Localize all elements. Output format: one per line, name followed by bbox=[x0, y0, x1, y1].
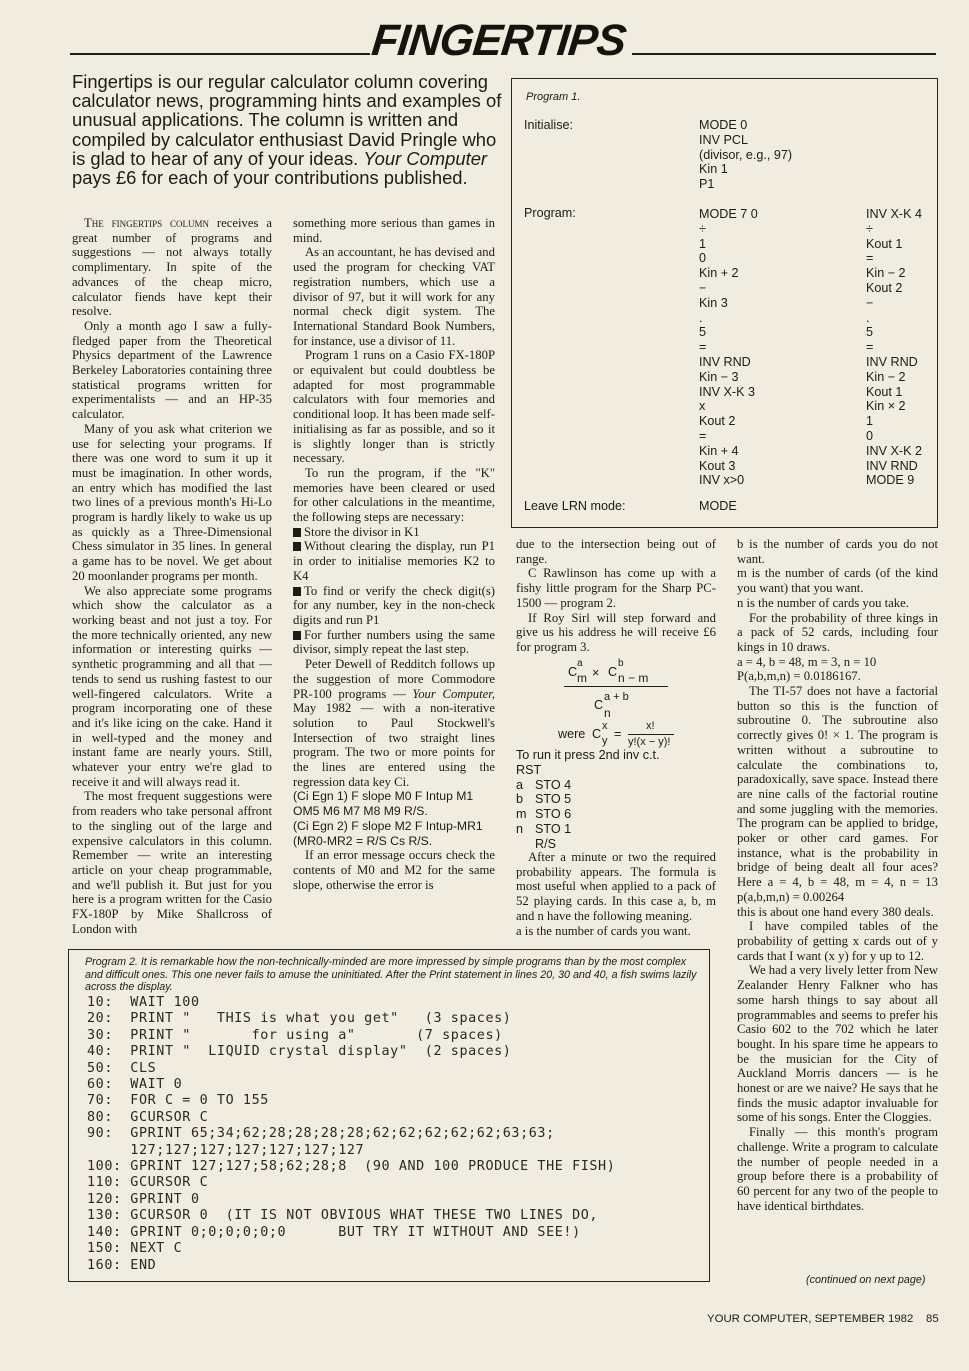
code-line: 30: PRINT " for using a" (7 spaces) bbox=[87, 1027, 503, 1043]
column-4-calc-2: P(a,b,m,n) = 0.0186167. bbox=[737, 669, 861, 684]
column-3-program-3 bbox=[516, 748, 718, 852]
program-step: 5 bbox=[866, 325, 874, 340]
column-3-paragraph-0: due to the intersection being out of range. bbox=[516, 537, 716, 566]
store-variable: b bbox=[516, 792, 524, 807]
program-step: INV RND bbox=[699, 354, 751, 369]
program-step: INV RND bbox=[866, 354, 918, 369]
program-step: 0 bbox=[699, 251, 707, 266]
store-variable: n bbox=[516, 821, 524, 836]
program-step: Kout 3 bbox=[699, 458, 736, 473]
program-1-title: Program 1. bbox=[526, 91, 581, 103]
program-step: Kin 1 bbox=[699, 162, 728, 177]
store-list bbox=[516, 778, 718, 852]
column-3 bbox=[516, 537, 716, 655]
program-step: 1 bbox=[866, 414, 874, 429]
column-1 bbox=[72, 216, 272, 936]
bullet-item: To find or verify the check digit(s) for any number, key in the non-check digits and run P1 bbox=[293, 583, 495, 627]
program-step: = bbox=[866, 340, 874, 355]
run-instruction: To run it press 2nd inv c.t. bbox=[516, 748, 660, 762]
program-step: 5 bbox=[699, 325, 707, 340]
program-2-box bbox=[68, 949, 710, 1282]
program-steps-column-b bbox=[866, 207, 922, 488]
definition-n: n is the number of cards you take. bbox=[737, 595, 909, 610]
column-2-paragraph-3: To run the program, if the "K" memories have been cleared or used for other calculations in the meantime, the following steps are necessary: bbox=[293, 465, 495, 525]
program-step: − bbox=[699, 280, 707, 295]
bullet-item: For further numbers using the same divisor, simply repeat the last step. bbox=[293, 627, 495, 657]
column-2-paragraph-1: As an accountant, he has devised and used the program for checking VAT registration numbers, which use a divisor of 97, but it will work for any normal check digit system. The International Standard Book Numbers, for instance, use a divisor of 11. bbox=[293, 245, 495, 348]
program-step: Kin − 2 bbox=[866, 266, 906, 281]
code-line: 40: PRINT " LIQUID crystal display" (2 spaces) bbox=[87, 1044, 512, 1060]
bullet-square-icon bbox=[293, 542, 301, 551]
code-line: 90: GPRINT 65;34;62;28;28;28;28;62;62;62;62;62;63;63; bbox=[87, 1126, 555, 1142]
bullet-item: Store the divisor in K1 bbox=[293, 525, 495, 540]
column-2: something more serious than games in mind. As an accountant, he has devised and used the program for checking VAT registration numbers, which use a divisor of 97, but it will work for any normal check digit system. The International Standard Book Numbers, for instance, use a divisor of 11. Program 1 runs on a Casio FX-180P or equivalent but could doubtless be adapted for most programmable calculators with four memories and conditional loop. It has been made self-initialising as far as possible, and so it is slightly longer than is strictly necessary. To run the program, if the "K" memories have been cleared or used for other calculations in the meantime, the following steps are necessary: Store the divisor in K1 Without clearing the display, run P1 in order to initialise memories K2 to K4 To find or verify the check digit(s) for any number, key in the non-check digits and run P1 For further numbers using the same divisor, simply repeat the last step. Peter Dewell of Redditch follows up the suggestion of more Commodore PR-100 programs — Your Computer, May 1982 — with a non-iterative solution to Paul Stockwell's Intersection of two straight lines program. The two or more points for the lines are entered using the regression data key Ci. (Ci Egn 1) F slope M0 F Intup M1 OM5 M6 M7 M8 M9 R/S. (Ci Egn 2) F slope M2 F Intup-MR1 (MR0-MR2 = R/S Cs R/S. If an error message occurs check the contents of M0 and M2 for the same slope, otherwise the error is bbox=[293, 216, 496, 892]
column-1-paragraph-2: Only a month ago I saw a fully-fledged paper from the Theoretical Physics department of the Lawrence Berkeley Laboratories containing three statistical programs written for experimentalists — and an HP-35 calculator. bbox=[72, 318, 272, 422]
store-operation: R/S bbox=[535, 836, 556, 851]
program-step: Kout 1 bbox=[866, 236, 903, 251]
column-opening-smallcaps: The fingertips column bbox=[84, 216, 210, 230]
program-step: = bbox=[866, 251, 874, 266]
code-line: 120: GPRINT 0 bbox=[87, 1191, 200, 1207]
bullet-square-icon bbox=[293, 528, 301, 537]
program-step: (divisor, e.g., 97) bbox=[699, 147, 793, 162]
program-step: INV X-K 4 bbox=[866, 207, 922, 221]
intro-magazine-name: Your Computer bbox=[363, 147, 488, 169]
rst-line: RST bbox=[516, 762, 542, 777]
store-operation: STO 5 bbox=[535, 792, 572, 807]
program-step: 1 bbox=[699, 236, 707, 251]
formula-were: were bbox=[558, 727, 586, 741]
program-label: Program: bbox=[524, 206, 576, 220]
formula-times: × bbox=[592, 666, 600, 680]
fraction-bar bbox=[564, 686, 668, 687]
column-4 bbox=[737, 537, 938, 1213]
program-step: INV RND bbox=[866, 458, 918, 473]
column-4-paragraph-1: For the probability of three kings in a pack of 52 cards, including four kings in 10 draws. bbox=[737, 610, 938, 654]
definition-b: b is the number of cards you do not want. bbox=[737, 537, 938, 566]
code-line: 60: WAIT 0 bbox=[87, 1077, 183, 1093]
store-row bbox=[516, 807, 718, 822]
column-1-paragraph-5: The most frequent suggestions were from readers who take personal affront to the singling out of the large and expensive calculators in this column. Remember — write an interesting article on your cheap programmable, and we'll publish it. But just for you here is a program written for the Casio FX-180P by Mike Shallcross of London with bbox=[72, 789, 272, 936]
column-4-paragraph-6: Finally — this month's program challenge. Write a program to calculate the number of people needed in a group before there is a probability of 60 percent for any two of the people to have identical birthdates. bbox=[737, 1125, 938, 1213]
probability-formula: C a m × C b n − m C a + b n were C x y = x! y!(x − y)! bbox=[516, 658, 716, 748]
column-3-paragraph-4: a is the number of cards you want. bbox=[516, 923, 691, 938]
program-step: INV x>0 bbox=[699, 473, 745, 488]
code-line: 50: CLS bbox=[87, 1060, 157, 1076]
column-4-paragraph-2: The TI-57 does not have a factorial button so this is the function of subroutine 0. The subroutine also correctly gives 0! × 1. The program is written without a subroutine to calculate the combinations to, paradoxically, save space. Instead there are nine calls of the factorial routine and some juggling with the memories. The program can be applied to bridge, poker or other card games. For instance, what is the probability in bridge of being dealt all four aces? Here a = 4, b = 48, m = 4, n = 13 p(a,b,m,n) = 0.00264 bbox=[737, 684, 938, 904]
column-4-paragraph-3: this is about one hand every 380 deals. bbox=[737, 904, 934, 919]
title-rule-right bbox=[632, 53, 936, 55]
program-step: − bbox=[866, 295, 874, 310]
store-operation: STO 1 bbox=[535, 821, 572, 836]
column-2-paragraph-2: Program 1 runs on a Casio FX-180P or equivalent but could doubtless be adapted for most programmable calculators with four memories and conditional loop. It has been made self-initialising as far as possible, and so it is slightly longer than is strictly necessary. bbox=[293, 348, 495, 466]
column-2-paragraph-5: If an error message occurs check the contents of M0 and M2 for the same slope, otherwise the error is bbox=[293, 848, 495, 892]
leave-lrn-step: MODE bbox=[699, 499, 737, 513]
program-step: P1 bbox=[699, 177, 715, 192]
program-step: INV X-K 2 bbox=[866, 443, 922, 458]
code-line: 110: GCURSOR C bbox=[87, 1175, 209, 1191]
store-row bbox=[516, 778, 718, 793]
program-step: Kin − 3 bbox=[699, 369, 739, 384]
program-step: Kin + 4 bbox=[699, 443, 739, 458]
column-4-paragraph-4: I have compiled tables of the probability of getting x cards out of y cards that I want (x y) for y up to 12. bbox=[737, 919, 938, 963]
program-step: . bbox=[699, 310, 703, 325]
program-step: 0 bbox=[866, 428, 874, 443]
column-3-paragraph-3: After a minute or two the required probability appears. The formula is most useful when applied to a pack of 52 playing cards. In this case a, b, m and n have the following meaning. bbox=[516, 850, 716, 923]
formula-term-right: C bbox=[608, 665, 618, 679]
program-2-listing bbox=[87, 995, 615, 1274]
footer-magazine: YOUR COMPUTER, SEPTEMBER 1982 bbox=[707, 1313, 914, 1325]
program-step: Kout 2 bbox=[866, 280, 903, 295]
equation-line-1: (Ci Egn 1) F slope M0 F Intup M1 OM5 M6 M7 M8 M9 R/S. bbox=[293, 789, 474, 819]
store-variable: m bbox=[516, 807, 527, 822]
program-step: ÷ bbox=[699, 221, 706, 236]
column-3-paragraph-2: If Roy Sirl will step forward and give us his address he will receive £6 for program 3. bbox=[516, 610, 716, 654]
code-line: 100: GPRINT 127;127;58;62;28;8 (90 AND 100 PRODUCE THE FISH) bbox=[87, 1159, 616, 1175]
code-line: 80: GCURSOR C bbox=[87, 1109, 209, 1125]
program-step: Kin × 2 bbox=[866, 399, 906, 414]
program-step: MODE 0 bbox=[699, 118, 748, 132]
page-number: 85 bbox=[926, 1313, 939, 1325]
program-step: INV PCL bbox=[699, 132, 748, 147]
program-step: Kin + 2 bbox=[699, 266, 739, 281]
title-rule-left bbox=[70, 53, 370, 55]
bullet-square-icon bbox=[293, 631, 301, 640]
leave-lrn-label: Leave LRN mode: bbox=[524, 499, 626, 513]
code-line: 130: GCURSOR 0 (IT IS NOT OBVIOUS WHAT THESE TWO LINES DO, bbox=[87, 1208, 599, 1224]
bullet-item: Without clearing the display, run P1 in order to initialise memories K2 to K4 bbox=[293, 539, 495, 583]
code-line: 150: NEXT C bbox=[87, 1241, 183, 1257]
program-step: Kin 3 bbox=[699, 295, 728, 310]
code-line: 10: WAIT 100 bbox=[87, 995, 200, 1010]
column-2-paragraph-0: something more serious than games in mind. bbox=[293, 216, 495, 245]
initialise-label: Initialise: bbox=[524, 118, 573, 132]
column-3-paragraph-1: C Rawlinson has come up with a fishy little program for the Sharp PC-1500 — program 2. bbox=[516, 566, 716, 610]
code-line: 140: GPRINT 0;0;0;0;0;0 BUT TRY IT WITHOUT AND SEE!) bbox=[87, 1224, 581, 1240]
fraction-bar bbox=[628, 734, 674, 735]
program-step: = bbox=[699, 340, 707, 355]
program-step: . bbox=[866, 310, 870, 325]
store-operation: STO 6 bbox=[535, 807, 572, 822]
formula-term-left: C bbox=[568, 665, 578, 679]
program-step: = bbox=[699, 428, 707, 443]
store-row bbox=[516, 792, 718, 807]
definition-m: m is the number of cards (of the kind you want) that you want. bbox=[737, 566, 938, 596]
equation-line-2: (Ci Egn 2) F slope M2 F Intup-MR1 (MR0-MR2 = R/S Cs R/S. bbox=[293, 818, 483, 848]
formula-term-denominator: C bbox=[594, 698, 604, 712]
code-line: 127;127;127;127;127;127;127 bbox=[87, 1142, 365, 1158]
column-4-calc-1: a = 4, b = 48, m = 3, n = 10 bbox=[737, 654, 877, 669]
intro-paragraph bbox=[72, 72, 502, 187]
program-step: MODE 9 bbox=[866, 473, 915, 488]
column-1-paragraph-1: receives a great number of programs and suggestions — not always totally complimentary. In spite of the advances of the cheap micro, calculator fiends have kept their resolve. bbox=[72, 216, 272, 319]
intro-text: Fingertips is our regular calculator column covering calculator news, programming hints and examples of unusual applications. The column is written and compiled by calculator enthusiast David Pringle who is glad to hear of any of your ideas. bbox=[72, 71, 502, 169]
program-2-caption: Program 2. It is remarkable how the non-technically-minded are more impressed by simple programs than by the most complex and difficult ones. This one never fails to amuse the uninitiated. After the Print statement in lines 20, 30 and 40, a fish swims lazily across the display. bbox=[85, 956, 697, 994]
store-operation: STO 4 bbox=[535, 777, 572, 792]
code-line: 20: PRINT " THIS is what you get" (3 spaces) bbox=[87, 1011, 512, 1027]
column-1-paragraph-4: We also appreciate some programs which show the calculator as a working beast and not just a toy. For the more technically oriented, any new information or interesting quirks — synthetic programming and all that — tends to send us rushing fastest to our well-fingered calculators. Write a program incorporating one of these and it's like icing on the cake. Hand it in well-typed and the money and instant fame are nearly yours. Still, whatever your entry we're glad to receive it and will always read it. bbox=[72, 583, 272, 789]
bullet-square-icon bbox=[293, 587, 301, 596]
column-3-lower bbox=[516, 850, 716, 938]
initialise-steps bbox=[699, 118, 792, 192]
continued-note: (continued on next page) bbox=[806, 1274, 926, 1286]
program-step: Kout 1 bbox=[866, 384, 903, 399]
program-step: Kout 2 bbox=[699, 414, 736, 429]
store-variable: a bbox=[516, 777, 524, 792]
program-step: x bbox=[699, 399, 706, 414]
program-step: INV X-K 3 bbox=[699, 384, 755, 399]
program-step: Kin − 2 bbox=[866, 369, 906, 384]
program-1-box bbox=[511, 78, 938, 528]
magazine-reference: Your Computer, bbox=[412, 686, 496, 701]
code-line: 160: END bbox=[87, 1257, 157, 1273]
intro-text-end: pays £6 for each of your contributions published. bbox=[72, 167, 468, 189]
program-step: MODE 7 0 bbox=[699, 207, 758, 221]
column-4-paragraph-5: We had a very lively letter from New Zealander Henry Falkner who has some harsh things to say about all programmables and seems to prefer his Casio 602 to the 702 which he later bought. In his spare time he appears to be the musician for the City of Auckland Morris dancers — is he honest or are we naive? He says that he finds the music adaptor invaluable for some of his songs. Enter the Cloggies. bbox=[737, 963, 938, 1125]
store-row bbox=[516, 822, 718, 837]
column-1-paragraph-3: Many of you ask what criterion we use for selecting your programs. If there was one word to sum it up it must be imagination. In other words, an entry which has modified the last two lines of a previous month's Hi-Lo program is hardly likely to wake us up as quickly as a Three-Dimensional Chess simulator in 35 lines. In general a game has to be novel. We get about 20 moonlander programs per month. bbox=[72, 421, 272, 583]
code-line: 70: FOR C = 0 TO 155 bbox=[87, 1093, 269, 1109]
column-2-paragraph-4: Peter Dewell of Redditch follows up the suggestion of more Commodore PR-100 programs — bbox=[293, 657, 495, 701]
program-step: ÷ bbox=[866, 221, 873, 236]
program-steps-column-a bbox=[699, 207, 758, 488]
page-title: FINGERTIPS bbox=[369, 16, 628, 65]
